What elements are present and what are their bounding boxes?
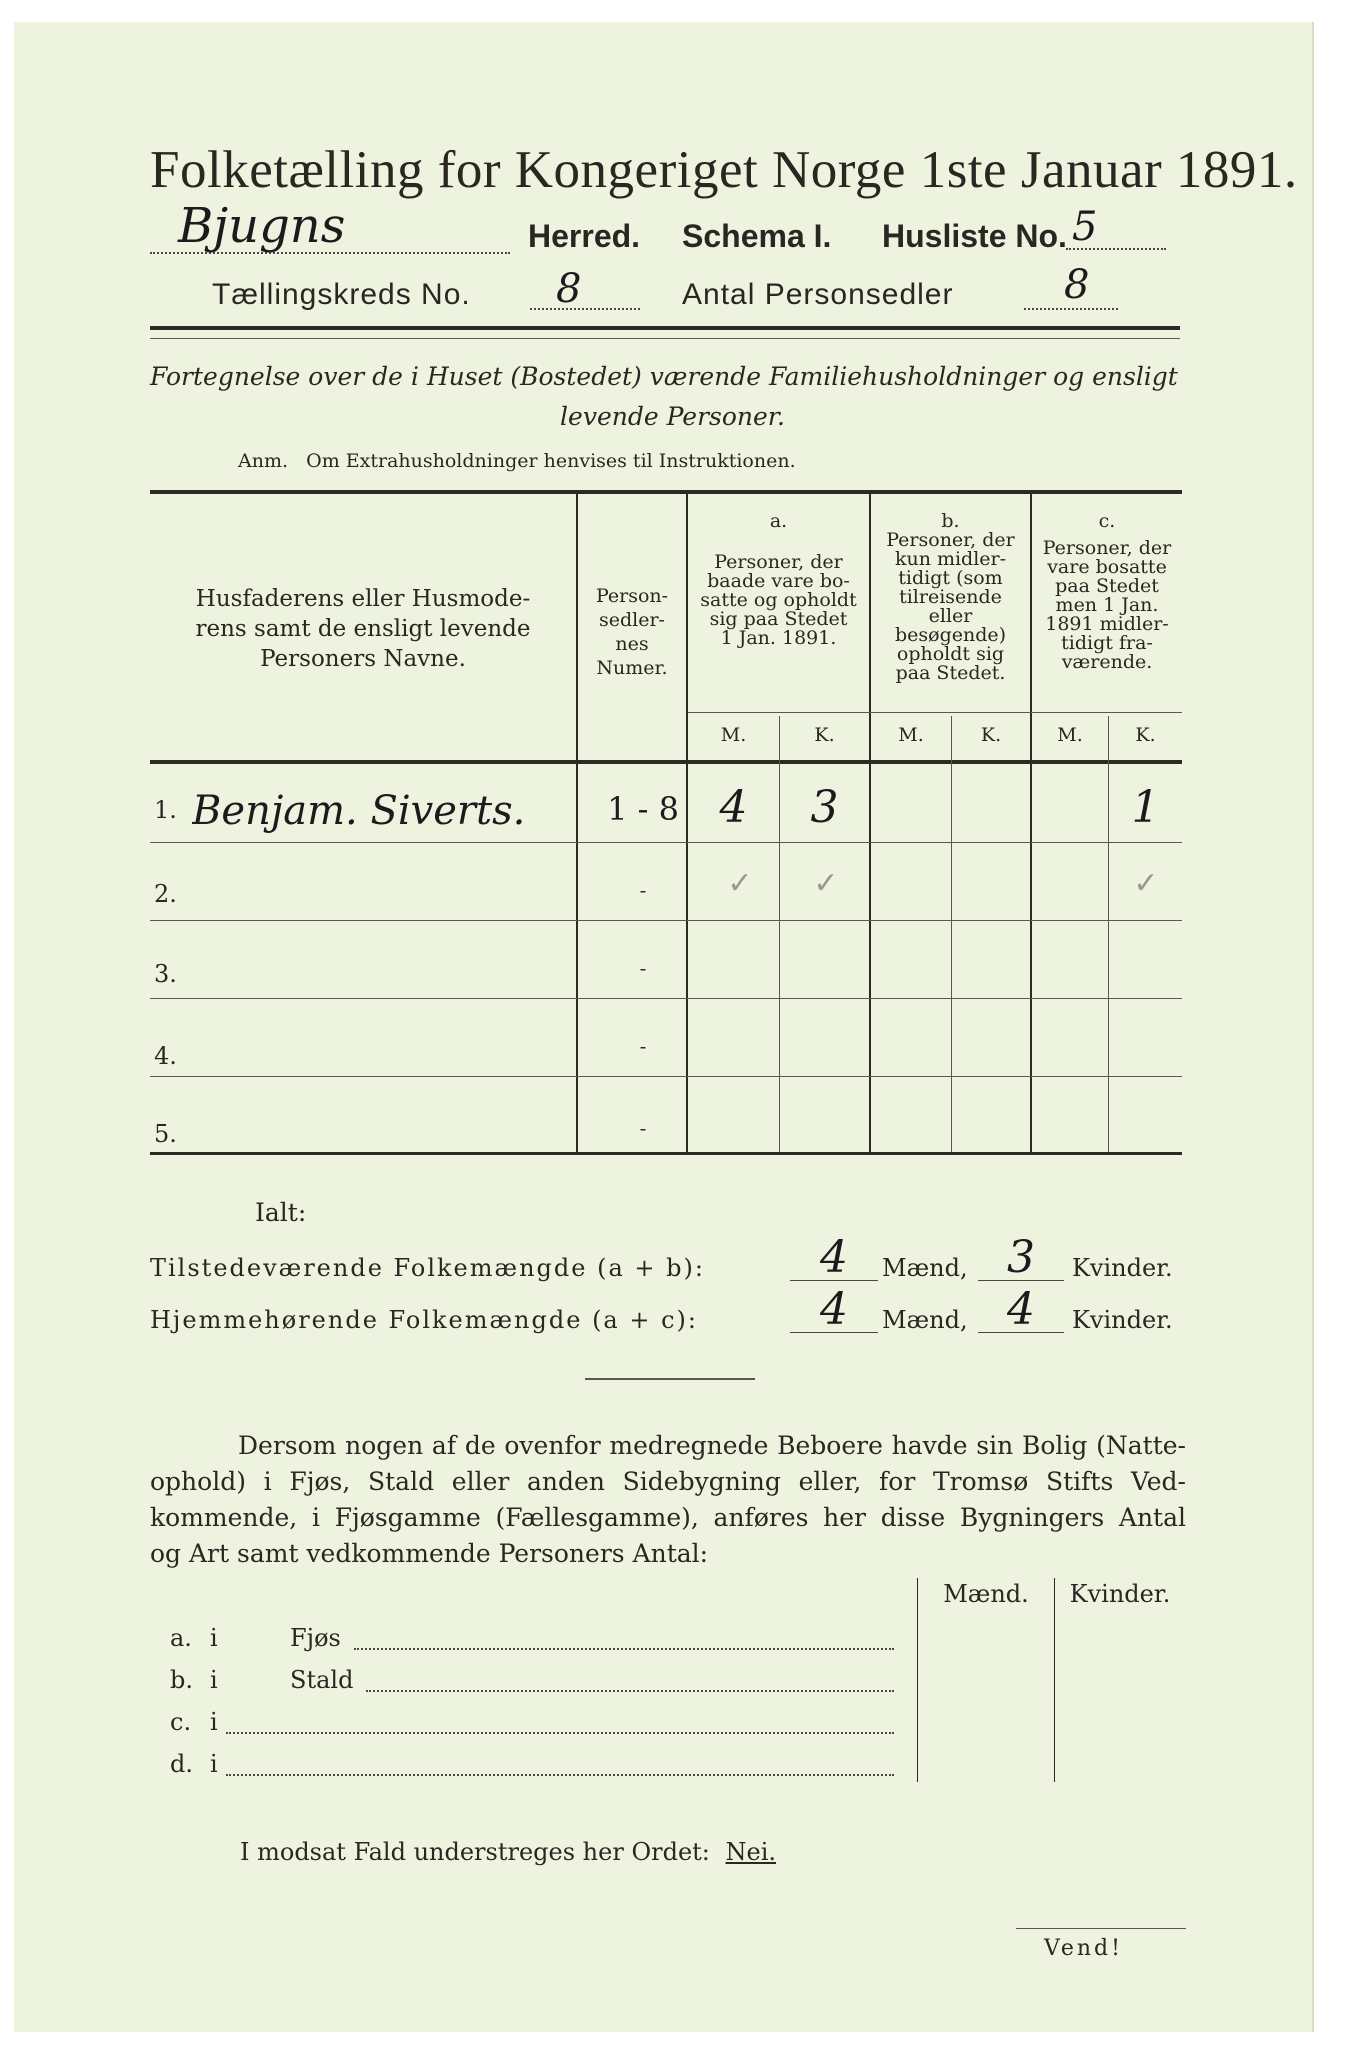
a-m-label: M.: [720, 724, 747, 746]
table-top-rule: [150, 490, 1182, 494]
row-number: 5.: [154, 1120, 177, 1148]
table-row: [150, 926, 1182, 998]
c-k-value: 1: [1131, 782, 1160, 833]
table-bottom-rule: [150, 1152, 1182, 1155]
item-letter: b.: [170, 1666, 193, 1694]
row-number: 2.: [154, 880, 177, 908]
person-numbers: -: [639, 956, 647, 980]
herred-value: Bjugns: [178, 198, 346, 254]
item-i: i: [210, 1666, 218, 1694]
item-i: i: [210, 1708, 218, 1736]
row-line-4: [150, 1076, 1182, 1077]
table-row: [150, 770, 1182, 842]
table-row: [150, 848, 1182, 920]
footer-col-sep-2: [1054, 1578, 1055, 1782]
item-letter: d.: [170, 1750, 193, 1778]
item-label: Stald: [290, 1666, 354, 1694]
item-dots: [226, 1752, 894, 1776]
total-line-1-kvinder: Kvinder.: [1072, 1254, 1173, 1282]
b-k-label: K.: [980, 724, 1002, 746]
header-c: c. Personer, der vare bosatte paa Stedet men 1 Jan. 1891 midler- tidigt fra- værende.: [1042, 510, 1172, 673]
item-i: i: [210, 1750, 218, 1778]
footer-item: [170, 1708, 900, 1742]
total-line-1-k: 3: [1007, 1232, 1035, 1283]
footer-item: [170, 1666, 900, 1700]
c-k-label: K.: [1135, 724, 1156, 746]
row-number: 3.: [154, 960, 177, 988]
table-header-rule: [150, 760, 1182, 764]
header-names: Husfaderens eller Husmode- rens samt de ensligt levende Personers Navne.: [195, 586, 531, 672]
kreds-label: Tællingskreds No.: [212, 278, 471, 311]
kreds-value: 8: [556, 266, 582, 312]
row-number: 4.: [154, 1042, 177, 1070]
item-dots: [226, 1710, 894, 1734]
form-title: Folketælling for Kongeriget Norge 1ste Januar 1891.: [150, 141, 1298, 199]
total-line-1-maend: Mænd,: [882, 1254, 968, 1282]
intro-line-2: levende Personer.: [560, 402, 785, 431]
total-line-2-maend: Mænd,: [882, 1306, 968, 1334]
header-rule: [150, 326, 1180, 330]
a-k-label: K.: [814, 724, 835, 746]
total-line-1-m: 4: [820, 1232, 848, 1283]
row-number: 1.: [154, 796, 177, 824]
item-letter: c.: [170, 1708, 192, 1736]
ialt-label: Ialt:: [255, 1198, 307, 1227]
check-mark: ✓: [727, 866, 753, 901]
item-dots: [366, 1668, 894, 1692]
c-m-label: M.: [1057, 724, 1083, 746]
footer-paragraph: Dersom nogen af de ovenfor medregnede Beboere havde sin Bolig (Natte- ophold) i Fjøs, Stald eller anden Sidebygning eller, for Tromsø Stifts Ved- kommende, i Fjøsgamme (Fællesgamme), anføres her disse Bygningers Antal og Art samt vedkommende Personers Antal:: [150, 1431, 1186, 1568]
antal-value: 8: [1064, 262, 1090, 308]
footer-col-sep-1: [917, 1578, 918, 1782]
person-name: Benjam. Siverts.: [192, 788, 526, 834]
total-line-2-m: 4: [820, 1284, 848, 1335]
item-i: i: [210, 1624, 218, 1652]
person-numbers: -: [639, 1116, 647, 1140]
table-row: [150, 1082, 1182, 1152]
husliste-label: Husliste No.: [882, 218, 1067, 254]
b-m-label: M.: [898, 724, 924, 746]
vend-rule: [1016, 1928, 1186, 1929]
mk-rule: [688, 712, 1182, 713]
total-line-2-k: 4: [1007, 1284, 1035, 1335]
header-rule-thin: [150, 338, 1180, 339]
header-a: a. Personer, der baade vare bo- satte og opholdt sig paa Stedet 1 Jan. 1891.: [700, 510, 857, 649]
check-mark: ✓: [813, 866, 839, 901]
schema-label: Schema I.: [682, 218, 832, 254]
header-numbers: Person- sedler- nes Numer.: [595, 585, 669, 679]
a-k-value: 3: [810, 782, 839, 833]
kreds-field: [530, 274, 640, 310]
husliste-value: 5: [1072, 204, 1098, 250]
footer-item: [170, 1624, 900, 1658]
row-line-3: [150, 998, 1182, 999]
person-numbers: -: [639, 878, 647, 902]
total-line-2-kvinder: Kvinder.: [1072, 1306, 1173, 1334]
modsat-line: I modsat Fald understreges her Ordet: Nei.: [240, 1838, 777, 1866]
antal-label: Antal Personsedler: [682, 278, 954, 311]
footer-col-maend: Mænd.: [943, 1580, 1029, 1608]
row-line-1: [150, 842, 1182, 843]
table-row: [150, 1004, 1182, 1076]
item-letter: a.: [170, 1624, 192, 1652]
herred-label: Herred.: [528, 218, 641, 254]
person-numbers: -: [639, 1034, 647, 1058]
intro-line-1: Fortegnelse over de i Huset (Bostedet) værende Familiehusholdninger og ensligt: [150, 362, 1178, 391]
anm-note: Anm. Om Extrahusholdninger henvises til Instruktionen.: [238, 450, 796, 472]
total-line-1-label: Tilstedeværende Folkemængde (a + b):: [150, 1254, 705, 1282]
separator-rule: [585, 1378, 755, 1380]
row-line-2: [150, 920, 1182, 921]
footer-item: [170, 1750, 900, 1784]
footer-col-kvinder: Kvinder.: [1069, 1580, 1171, 1608]
header-b: b. Personer, der kun midler- tidigt (som tilreisende eller besøgende) opholdt sig paa Stedet.: [886, 510, 1015, 684]
a-m-value: 4: [719, 782, 748, 833]
check-mark: ✓: [1133, 866, 1159, 901]
item-dots: [354, 1626, 894, 1650]
item-label: Fjøs: [290, 1624, 341, 1652]
nei-word: Nei.: [725, 1838, 777, 1866]
vend-label: Vend!: [1044, 1936, 1123, 1961]
person-numbers: 1 - 8: [607, 790, 679, 828]
total-line-2-label: Hjemmehørende Folkemængde (a + c):: [150, 1306, 698, 1334]
